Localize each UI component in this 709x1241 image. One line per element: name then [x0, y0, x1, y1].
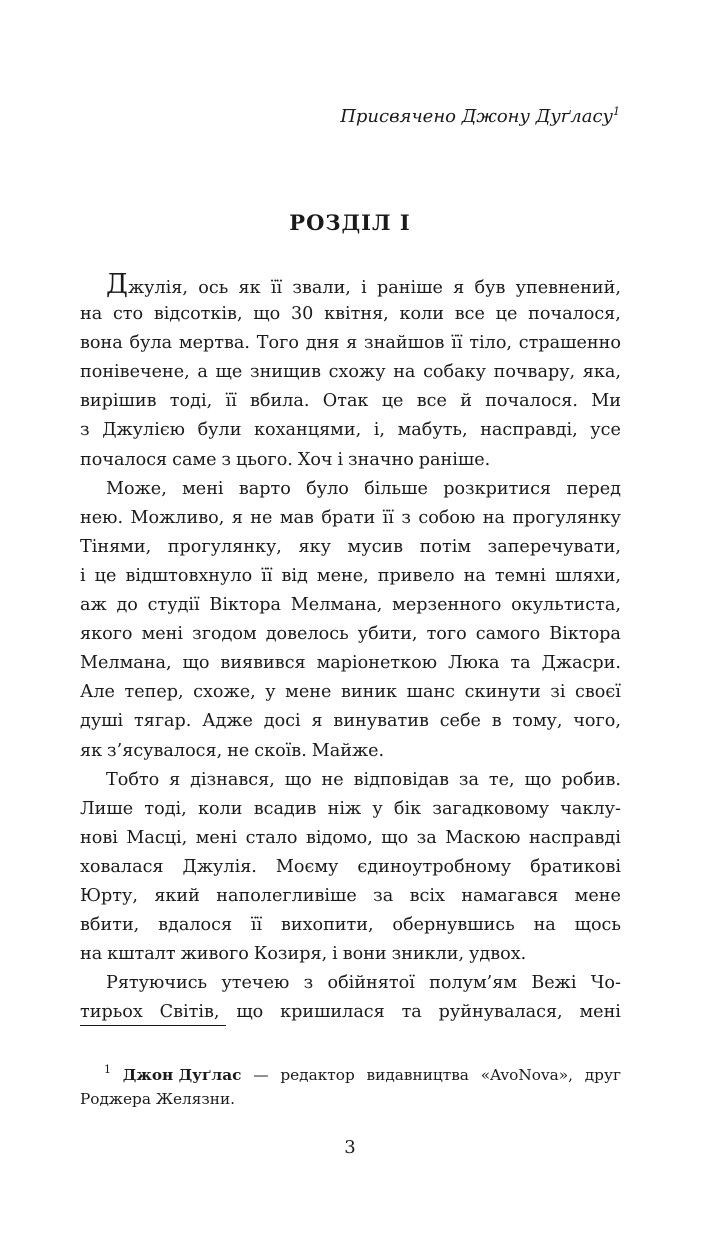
text-line — [80, 387, 621, 416]
word: я — [169, 769, 181, 790]
word: Люка — [447, 653, 500, 674]
word: коли — [197, 798, 243, 819]
word: звали, — [292, 278, 351, 298]
word: розкритися — [443, 478, 552, 499]
word: упевнений, — [515, 278, 621, 298]
word: утечею — [221, 973, 290, 994]
word: перед — [566, 478, 621, 499]
word: за — [373, 885, 394, 906]
word: схожу — [328, 362, 386, 383]
word: брати — [321, 507, 376, 528]
word: вбила. — [250, 391, 310, 412]
word: дізнався, — [190, 769, 275, 790]
chapter-title: РОЗДІЛ I — [289, 210, 411, 235]
word: бік — [393, 798, 422, 819]
text-line — [80, 853, 621, 882]
word: значно — [348, 449, 414, 470]
word: насправді, — [480, 420, 578, 441]
word: Козиря, — [253, 944, 328, 965]
word: кшталт — [107, 944, 176, 965]
word: Віктора — [209, 595, 282, 616]
word: Лише — [80, 798, 134, 819]
word: сто — [112, 304, 144, 325]
word: себе — [439, 711, 481, 732]
word: прогулянку — [512, 507, 621, 528]
word: і — [80, 565, 86, 586]
word: і, — [373, 420, 385, 441]
word: скоїв. — [254, 740, 307, 761]
word: страшенно — [518, 333, 621, 354]
word: своєї — [575, 682, 621, 703]
word: ось — [198, 278, 229, 298]
word: Тобто — [106, 769, 160, 790]
word: винуватив — [333, 711, 429, 732]
word: у — [265, 682, 276, 703]
word: мусив — [347, 536, 404, 557]
word: братикові — [530, 856, 621, 877]
word: Але — [80, 682, 115, 703]
word: вихопити, — [280, 915, 374, 936]
word: вона — [80, 333, 123, 354]
word: тягар. — [133, 711, 192, 732]
word: Моєму — [275, 856, 339, 877]
word: її — [382, 507, 394, 528]
text-line — [80, 882, 621, 911]
word: на — [533, 915, 556, 936]
word: Мелмана, — [290, 595, 383, 616]
word: і — [361, 278, 367, 298]
word: як — [80, 740, 103, 761]
word: як — [238, 278, 261, 298]
word: редактор — [280, 1066, 355, 1084]
footnote-marker: 1 — [104, 1063, 111, 1076]
word: що — [253, 304, 281, 325]
word: Джулією — [102, 420, 186, 441]
word: аж — [80, 595, 107, 616]
text-line — [80, 504, 621, 533]
word: схоже, — [193, 682, 256, 703]
word: не — [227, 740, 250, 761]
word: почалося — [80, 449, 168, 470]
word: Юрту, — [80, 885, 138, 906]
word: Джулія. — [182, 856, 257, 877]
word: квітня, — [324, 304, 389, 325]
word: Тінями, — [80, 536, 152, 557]
word: варто — [238, 478, 291, 499]
page-number: 3 — [344, 1137, 356, 1158]
word: за — [458, 769, 479, 790]
text-line — [80, 737, 621, 766]
word: з — [303, 973, 314, 994]
word: Віктора — [549, 624, 621, 645]
word: відсотків, — [153, 304, 243, 325]
word: згодом — [192, 624, 257, 645]
word: почвару, — [493, 362, 576, 383]
word: ховалася — [80, 856, 164, 877]
word: від — [281, 565, 308, 586]
word: її — [270, 278, 283, 298]
footnote-line — [80, 1087, 621, 1111]
word: Вежі — [531, 973, 577, 994]
word: тирьох — [80, 1002, 143, 1023]
word: мертва. — [178, 333, 250, 354]
word: яка, — [582, 362, 621, 383]
text-line — [80, 707, 621, 736]
word: та — [510, 653, 531, 674]
word: намагався — [461, 885, 559, 906]
word: руйнувалася, — [438, 1002, 563, 1023]
word: я — [453, 278, 465, 298]
word: щось — [574, 915, 621, 936]
word: самого — [475, 624, 541, 645]
word: всадив — [253, 798, 317, 819]
word: до — [116, 595, 138, 616]
word: а — [197, 362, 208, 383]
word: її — [225, 391, 237, 412]
word: з — [401, 507, 411, 528]
footnote — [80, 1063, 621, 1111]
word: зникли, — [391, 944, 465, 965]
text-line — [80, 446, 621, 475]
text-line — [80, 911, 621, 940]
word: удвох. — [469, 944, 527, 965]
text-line — [80, 969, 621, 998]
word: студії — [147, 595, 200, 616]
word: був — [474, 278, 506, 298]
word: я — [346, 333, 358, 354]
word: за — [416, 827, 437, 848]
text-line — [80, 649, 621, 678]
word: що — [381, 827, 409, 848]
text-line — [80, 475, 621, 504]
word: відштовхнуло — [125, 565, 253, 586]
word: «AvoNova», — [480, 1066, 573, 1084]
word: — — [253, 1066, 269, 1084]
word: в — [491, 711, 502, 732]
word: на — [482, 507, 505, 528]
word: й — [460, 391, 472, 412]
word: всіх — [409, 885, 445, 906]
word: чаклу- — [560, 798, 621, 819]
word: і — [332, 944, 338, 965]
word: у — [372, 798, 383, 819]
word: убити, — [357, 624, 418, 645]
word: коханцями, — [254, 420, 362, 441]
word: Чо- — [590, 973, 621, 994]
word: Джулія, — [106, 269, 188, 300]
text-line — [80, 358, 621, 387]
word: скинути — [464, 682, 541, 703]
word: заперечувати, — [487, 536, 621, 557]
word: тепер, — [124, 682, 184, 703]
text-line — [80, 271, 621, 300]
word: мав — [279, 507, 314, 528]
word: кришилася — [280, 1002, 385, 1023]
word: друг — [584, 1066, 621, 1084]
word: нею. — [80, 507, 124, 528]
word: обійнятої — [327, 973, 415, 994]
word: на — [80, 304, 103, 325]
word: прогулянку, — [167, 536, 282, 557]
word: її — [250, 915, 263, 936]
word: тіло, — [469, 333, 513, 354]
word: обернувшись — [392, 915, 515, 936]
word: вбити, — [80, 915, 140, 936]
word: мене — [285, 682, 332, 703]
word: нові — [80, 827, 118, 848]
word: виник — [340, 682, 398, 703]
word: виявився — [220, 653, 306, 674]
word: Масці, — [126, 827, 188, 848]
word: що — [182, 653, 210, 674]
text-line — [80, 678, 621, 707]
word: все — [416, 391, 447, 412]
word: Маскою — [445, 827, 521, 848]
word: чого, — [573, 711, 621, 732]
word: почалося, — [528, 304, 621, 325]
word: мерзенного — [392, 595, 502, 616]
text-line — [80, 998, 621, 1027]
word: вирішив — [80, 391, 157, 412]
word: робив. — [561, 769, 621, 790]
word: це — [381, 391, 404, 412]
word: живого — [180, 944, 249, 965]
word: насправді — [528, 827, 621, 848]
word: раніше — [377, 278, 443, 298]
word: на — [80, 944, 103, 965]
word: Може, — [106, 478, 167, 499]
word: знищив — [249, 362, 322, 383]
word: знайшов — [364, 333, 445, 354]
word: зі — [550, 682, 566, 703]
word: шанс — [406, 682, 456, 703]
footnote-text: Роджера Желязни. — [80, 1090, 236, 1108]
word: саме — [172, 449, 217, 470]
word: того — [426, 624, 467, 645]
word: відповідав — [353, 769, 450, 790]
dedication-footnote-ref: 1 — [613, 105, 620, 118]
word: відомо, — [305, 827, 373, 848]
word: ще — [215, 362, 243, 383]
word: потім — [419, 536, 472, 557]
word: душі — [80, 711, 124, 732]
word: 30 — [290, 304, 314, 325]
footnote-name: Джон Дуґлас — [122, 1066, 242, 1084]
text-line — [80, 620, 621, 649]
word: ніж — [327, 798, 362, 819]
word: що — [236, 1002, 264, 1023]
text-line — [80, 533, 621, 562]
word: видавництва — [366, 1066, 469, 1084]
word: це — [495, 304, 518, 325]
word: єдиноутробному — [357, 856, 512, 877]
text-line — [80, 562, 621, 591]
word: з — [221, 449, 232, 470]
dedication — [150, 104, 620, 130]
text-line — [80, 300, 621, 329]
word: Отак — [322, 391, 369, 412]
word: шляхи, — [555, 565, 621, 586]
text-line — [80, 416, 621, 445]
word: вони — [342, 944, 387, 965]
word: я — [231, 507, 243, 528]
word: усе — [590, 420, 621, 441]
word: собою — [418, 507, 476, 528]
word: раніше. — [418, 449, 491, 470]
word: більше — [364, 478, 428, 499]
word: наполегливіше — [216, 885, 357, 906]
word: і — [337, 449, 344, 470]
word: Мелмана, — [80, 653, 172, 674]
word: не — [250, 507, 273, 528]
word: якого — [80, 624, 133, 645]
word: та — [401, 1002, 422, 1023]
word: мені — [579, 1002, 621, 1023]
word: почалося. — [485, 391, 578, 412]
word: мені — [182, 478, 224, 499]
word: собаку — [423, 362, 486, 383]
word: мені — [195, 827, 238, 848]
word: Джасри. — [541, 653, 621, 674]
word: були — [197, 420, 242, 441]
word: загадковому — [432, 798, 550, 819]
text-line — [80, 940, 621, 969]
word: мене — [574, 885, 621, 906]
word: було — [306, 478, 349, 499]
word: на — [393, 362, 416, 383]
text-line — [80, 766, 621, 795]
word: маріонеткою — [316, 653, 438, 674]
word: який — [154, 885, 200, 906]
word: досі — [263, 711, 301, 732]
word: коли — [399, 304, 445, 325]
word: Майже. — [311, 740, 385, 761]
word: те, — [488, 769, 515, 790]
word: Ми — [591, 391, 621, 412]
word: Того — [256, 333, 299, 354]
word: вдалося — [158, 915, 233, 936]
word: тоді, — [169, 391, 213, 412]
word: все — [454, 304, 485, 325]
word: її — [261, 565, 273, 586]
word: це — [94, 565, 117, 586]
word: мабуть, — [397, 420, 468, 441]
word: з’ясувалося, — [107, 740, 223, 761]
word: на — [463, 565, 486, 586]
word: яку — [298, 536, 331, 557]
word: тому, — [512, 711, 563, 732]
word: стало — [245, 827, 298, 848]
word: її — [451, 333, 463, 354]
word: з — [80, 420, 90, 441]
text-line — [80, 824, 621, 853]
word: полум’ям — [429, 973, 518, 994]
word: мене, — [316, 565, 369, 586]
word: Світів, — [159, 1002, 220, 1023]
text-line — [80, 795, 621, 824]
word: темні — [494, 565, 547, 586]
word: була — [129, 333, 173, 354]
drop-cap: Д — [106, 269, 128, 300]
word: я — [311, 711, 323, 732]
word: окультиста, — [511, 595, 621, 616]
word: не — [321, 769, 344, 790]
footnote-divider — [80, 1025, 226, 1026]
footnote-line — [80, 1063, 621, 1087]
chapter-body — [80, 271, 621, 1027]
word: довелось — [265, 624, 349, 645]
word: що — [524, 769, 552, 790]
dedication-text: Присвячено Джону Дуґласу — [340, 106, 613, 127]
word: тоді, — [144, 798, 187, 819]
word: Адже — [202, 711, 253, 732]
word: понівечене, — [80, 362, 190, 383]
text-line — [80, 591, 621, 620]
word: привело — [377, 565, 455, 586]
word: Рятуючись — [106, 973, 208, 994]
word: що — [284, 769, 312, 790]
word: дня — [305, 333, 340, 354]
word: мені — [141, 624, 184, 645]
word: Можливо, — [130, 507, 225, 528]
text-line — [80, 329, 621, 358]
word: цього. — [236, 449, 293, 470]
word: Хоч — [297, 449, 333, 470]
